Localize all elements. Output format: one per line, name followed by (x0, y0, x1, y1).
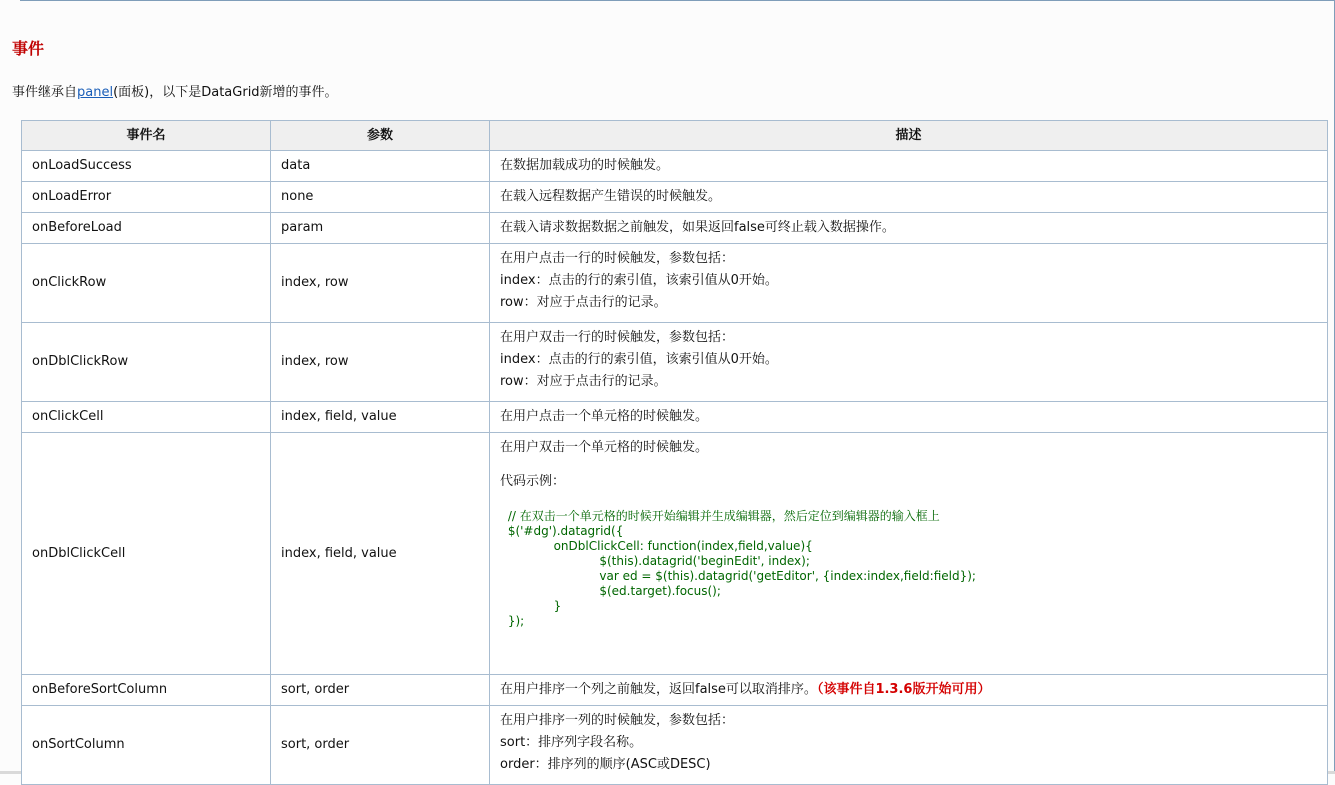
spacer (500, 459, 1317, 471)
desc-line: 在用户双击一个单元格的时候触发。 (500, 440, 709, 455)
event-description (490, 706, 1328, 785)
table-row (22, 402, 1328, 433)
table-header-row (22, 121, 1328, 151)
events-table (21, 120, 1328, 785)
table-row (22, 244, 1328, 323)
event-description (490, 433, 1328, 675)
event-description: 在数据加载成功的时候触发。 (490, 151, 1328, 182)
desc-line: index：点击的行的索引值，该索引值从0开始。 (500, 352, 778, 367)
intro-suffix: (面板)，以下是DataGrid新增的事件。 (113, 85, 338, 100)
header-params: 参数 (271, 121, 490, 151)
event-params: index, row (271, 244, 490, 323)
code-example: // 在双击一个单元格的时候开始编辑并生成编辑器，然后定位到编辑器的输入框上 $('#dg').datagrid({ onDblClickCell: function(index,field,value){ $(this).datagrid('beginEdit', index); var ed = $(this).datagrid('getEditor', {index:index,field:field}); $(ed.target).focus(); } }); (507, 509, 976, 628)
event-description: 在载入请求数据数据之前触发，如果返回false可终止载入数据操作。 (490, 213, 1328, 244)
event-description: 在用户点击一个单元格的时候触发。 (490, 402, 1328, 433)
intro-prefix: 事件继承自 (12, 85, 78, 100)
event-description: 在载入远程数据产生错误的时候触发。 (490, 182, 1328, 213)
desc-line: 在用户点击一行的时候触发，参数包括： (500, 251, 735, 266)
table-row (22, 213, 1328, 244)
event-params: none (271, 182, 490, 213)
event-params: data (271, 151, 490, 182)
event-params: index, field, value (271, 433, 490, 675)
event-params: param (271, 213, 490, 244)
event-name: onLoadError (22, 182, 271, 213)
desc-line: 代码示例： (500, 474, 566, 489)
event-params: index, field, value (271, 402, 490, 433)
desc-line: 在用户排序一列的时候触发，参数包括： (500, 713, 735, 728)
table-row (22, 323, 1328, 402)
desc-line: index：点击的行的索引值，该索引值从0开始。 (500, 273, 778, 288)
table-row (22, 433, 1328, 675)
table-row (22, 675, 1328, 706)
event-name: onDblClickCell (22, 433, 271, 675)
event-name: onBeforeSortColumn (22, 675, 271, 706)
section-title: 事件 (12, 39, 45, 58)
intro-text (12, 81, 338, 100)
version-note: （该事件自1.3.6版开始可用） (816, 682, 991, 697)
event-name: onClickRow (22, 244, 271, 323)
event-name: onClickCell (22, 402, 271, 433)
event-description (490, 675, 1328, 706)
desc-line: sort：排序列字段名称。 (500, 735, 643, 750)
event-description (490, 323, 1328, 402)
desc-line: 在用户双击一行的时候触发，参数包括： (500, 330, 735, 345)
header-description: 描述 (490, 121, 1328, 151)
event-params: sort, order (271, 675, 490, 706)
table-row (22, 151, 1328, 182)
panel-link[interactable]: panel (77, 85, 114, 100)
event-params: sort, order (271, 706, 490, 785)
event-name: onDblClickRow (22, 323, 271, 402)
event-name: onSortColumn (22, 706, 271, 785)
table-row (22, 706, 1328, 785)
desc-line: row：对应于点击行的记录。 (500, 295, 667, 310)
top-divider (20, 0, 1335, 1)
header-event-name: 事件名 (22, 121, 271, 151)
event-description (490, 244, 1328, 323)
event-params: index, row (271, 323, 490, 402)
table-row (22, 182, 1328, 213)
desc-text: 在用户排序一个列之前触发，返回false可以取消排序。 (500, 682, 817, 697)
event-name: onLoadSuccess (22, 151, 271, 182)
event-name: onBeforeLoad (22, 213, 271, 244)
desc-line: order：排序列的顺序(ASC或DESC) (500, 757, 711, 772)
desc-line: row：对应于点击行的记录。 (500, 374, 667, 389)
